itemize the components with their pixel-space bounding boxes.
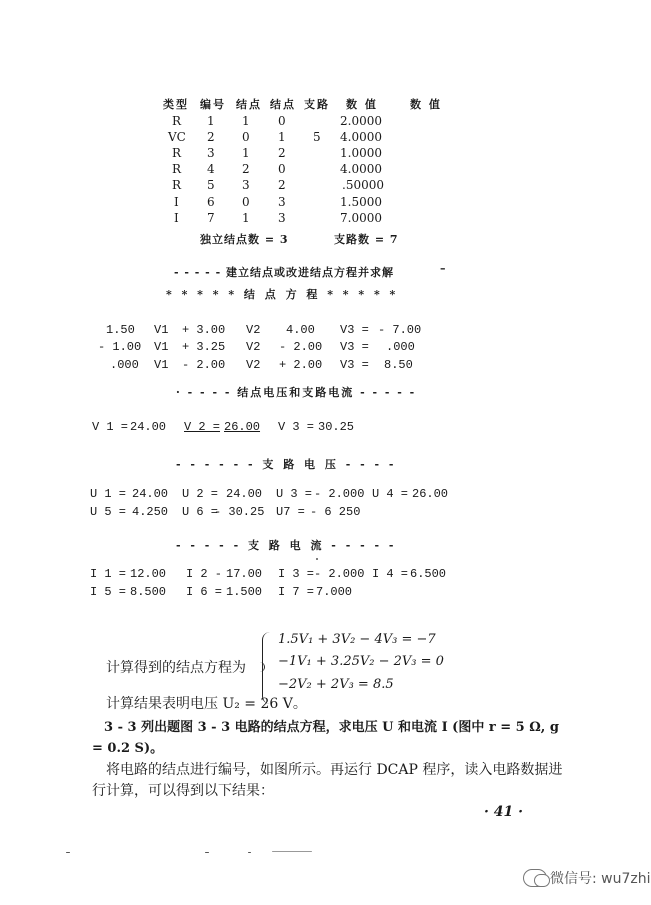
coef: - 2.00 (279, 340, 323, 354)
rhs: - 7.00 (378, 323, 422, 337)
branch-voltage-value: 24.00 (226, 487, 263, 501)
cell-type: R (172, 162, 182, 176)
summary-branch-count: 支路数 = 7 (334, 233, 399, 246)
print-speck (316, 558, 318, 560)
cell-node-from: 1 (242, 114, 250, 128)
table-header-node-from: 结点 (236, 98, 262, 111)
branch-current-value: 6.500 (410, 567, 447, 581)
watermark-text: 微信号: wu7zhi (550, 871, 651, 887)
rhs: .000 (386, 340, 415, 354)
branch-voltage-value: - 2.000 (314, 487, 365, 501)
branch-voltage-label: U 1 = (90, 487, 127, 501)
branch-current-value: 7.000 (316, 585, 353, 599)
table-header-value: 数 值 (346, 98, 378, 111)
table-header-type: 类型 (163, 98, 189, 111)
result-line: 计算结果表明电压 U₂ = 26 V。 (106, 696, 307, 712)
table-header-id: 编号 (200, 98, 226, 111)
branch-current-label: I 1 = (90, 567, 127, 581)
branch-voltage-label: U 2 = (182, 487, 219, 501)
var: V3 = (340, 323, 369, 337)
node-voltage-label: V 3 = (278, 420, 315, 434)
cell-value: 1.0000 (340, 146, 382, 160)
wechat-icon (523, 869, 547, 887)
computed-equation: 1.5V₁ + 3V₂ − 4V₃ = −7 (278, 632, 436, 647)
cell-node-to: 1 (278, 130, 286, 144)
paragraph-line2: 行计算，可以得到以下结果： (92, 783, 274, 799)
cell-type: VC (168, 130, 186, 144)
section-solve: - - - - - 建立结点或改进结点方程并求解 (174, 266, 394, 279)
branch-current-value: 17.00 (226, 567, 263, 581)
coef: 4.00 (286, 323, 315, 337)
coef: + 3.00 (182, 323, 226, 337)
var: V3 = (340, 358, 369, 372)
section-solve-dash: – (440, 262, 449, 275)
cell-node-to: 3 (278, 195, 286, 209)
branch-voltage-value: - 30.25 (214, 505, 265, 519)
section-branch-current: - - - - - 支 路 电 流 - - - - - (176, 539, 397, 552)
summary-node-count: 独立结点数 = 3 (200, 233, 289, 246)
table-header-node-to: 结点 (270, 98, 296, 111)
cell-value: 2.0000 (340, 114, 382, 128)
cell-type: R (172, 178, 182, 192)
branch-voltage-label: U 4 = (372, 487, 409, 501)
print-speck (248, 852, 251, 853)
cell-node-from: 0 (242, 130, 250, 144)
section-node-voltage: · - - - - 结点电压和支路电流 - - - - - (176, 386, 417, 399)
branch-current-value: 8.500 (130, 585, 167, 599)
branch-current-value: - 2.000 (314, 567, 365, 581)
node-voltage-value: 26.00 (224, 420, 261, 434)
branch-voltage-value: 4.250 (132, 505, 169, 519)
cell-type: I (174, 211, 179, 225)
branch-current-label: I 3 = (278, 567, 315, 581)
node-voltage-label: V 2 = (184, 420, 221, 434)
branch-current-value: 1.500 (226, 585, 263, 599)
computed-equation: −1V₁ + 3.25V₂ − 2V₃ = 0 (278, 654, 444, 669)
cell-node-from: 1 (242, 146, 250, 160)
cell-value: 1.5000 (340, 195, 382, 209)
node-voltage-value: 24.00 (130, 420, 167, 434)
var: V1 (154, 323, 169, 337)
print-speck (205, 852, 209, 853)
page-number: · 41 · (484, 804, 523, 820)
cell-id: 2 (207, 130, 215, 144)
cell-id: 6 (207, 195, 215, 209)
branch-voltage-label: U7 = (276, 505, 305, 519)
computed-equation: −2V₂ + 2V₃ = 8.5 (278, 677, 394, 692)
print-speck (272, 851, 312, 852)
var: V2 (246, 358, 261, 372)
branch-voltage-value: - 6 250 (310, 505, 361, 519)
cell-id: 7 (207, 211, 215, 225)
cell-id: 4 (207, 162, 215, 176)
coef: .000 (110, 358, 139, 372)
cell-node-from: 2 (242, 162, 250, 176)
cell-node-to: 0 (278, 162, 286, 176)
cell-id: 5 (207, 178, 215, 192)
print-speck (66, 852, 70, 853)
cell-value: 4.0000 (340, 130, 382, 144)
cell-branch: 5 (313, 130, 321, 144)
cell-value: .50000 (342, 178, 384, 192)
node-voltage-value: 30.25 (318, 420, 355, 434)
cell-type: I (174, 195, 179, 209)
table-header-value2: 数 值 (410, 98, 442, 111)
coef: + 2.00 (279, 358, 323, 372)
branch-current-label: I 5 = (90, 585, 127, 599)
branch-current-value: 12.00 (130, 567, 167, 581)
cell-node-to: 3 (278, 211, 286, 225)
cell-node-from: 0 (242, 195, 250, 209)
branch-voltage-label: U 3 = (276, 487, 313, 501)
branch-voltage-value: 24.00 (132, 487, 169, 501)
cell-type: R (172, 114, 182, 128)
coef: 1.50 (106, 323, 135, 337)
branch-current-label: I 2 - (186, 567, 223, 581)
cell-node-to: 2 (278, 178, 286, 192)
coef: + 3.25 (182, 340, 226, 354)
branch-current-label: I 6 = (186, 585, 223, 599)
rhs: 8.50 (384, 358, 413, 372)
node-voltage-label: V 1 = (92, 420, 129, 434)
cell-type: R (172, 146, 182, 160)
paragraph-line1: 将电路的结点进行编号，如图所示。再运行 DCAP 程序，读入电路数据进 (106, 762, 563, 778)
section-branch-voltage: - - - - - - 支 路 电 压 - - - - (176, 458, 397, 471)
section-node-equations: * * * * * 结 点 方 程 * * * * * (166, 288, 399, 301)
cell-node-to: 0 (278, 114, 286, 128)
branch-voltage-label: U 6 = (182, 505, 219, 519)
cell-node-from: 3 (242, 178, 250, 192)
coef: - 1.00 (98, 340, 142, 354)
var: V2 (246, 340, 261, 354)
problem-statement-line2: = 0.2 S)。 (92, 741, 164, 756)
problem-statement-line1: 3 - 3 列出题图 3 - 3 电路的结点方程，求电压 U 和电流 I (图中 r = 5 Ω, g (104, 720, 559, 735)
cell-id: 3 (207, 146, 215, 160)
branch-voltage-label: U 5 = (90, 505, 127, 519)
cell-value: 7.0000 (340, 211, 382, 225)
cell-id: 1 (207, 114, 215, 128)
var: V1 (154, 358, 169, 372)
table-header-branch: 支路 (304, 98, 330, 111)
branch-voltage-value: 26.00 (412, 487, 449, 501)
var: V3 = (340, 340, 369, 354)
cell-node-from: 1 (242, 211, 250, 225)
cell-node-to: 2 (278, 146, 286, 160)
var: V2 (246, 323, 261, 337)
computed-equations-label: 计算得到的结点方程为 (106, 660, 246, 676)
branch-current-label: I 7 = (278, 585, 315, 599)
cell-value: 4.0000 (340, 162, 382, 176)
var: V1 (154, 340, 169, 354)
branch-current-label: I 4 = (372, 567, 409, 581)
coef: - 2.00 (182, 358, 226, 372)
